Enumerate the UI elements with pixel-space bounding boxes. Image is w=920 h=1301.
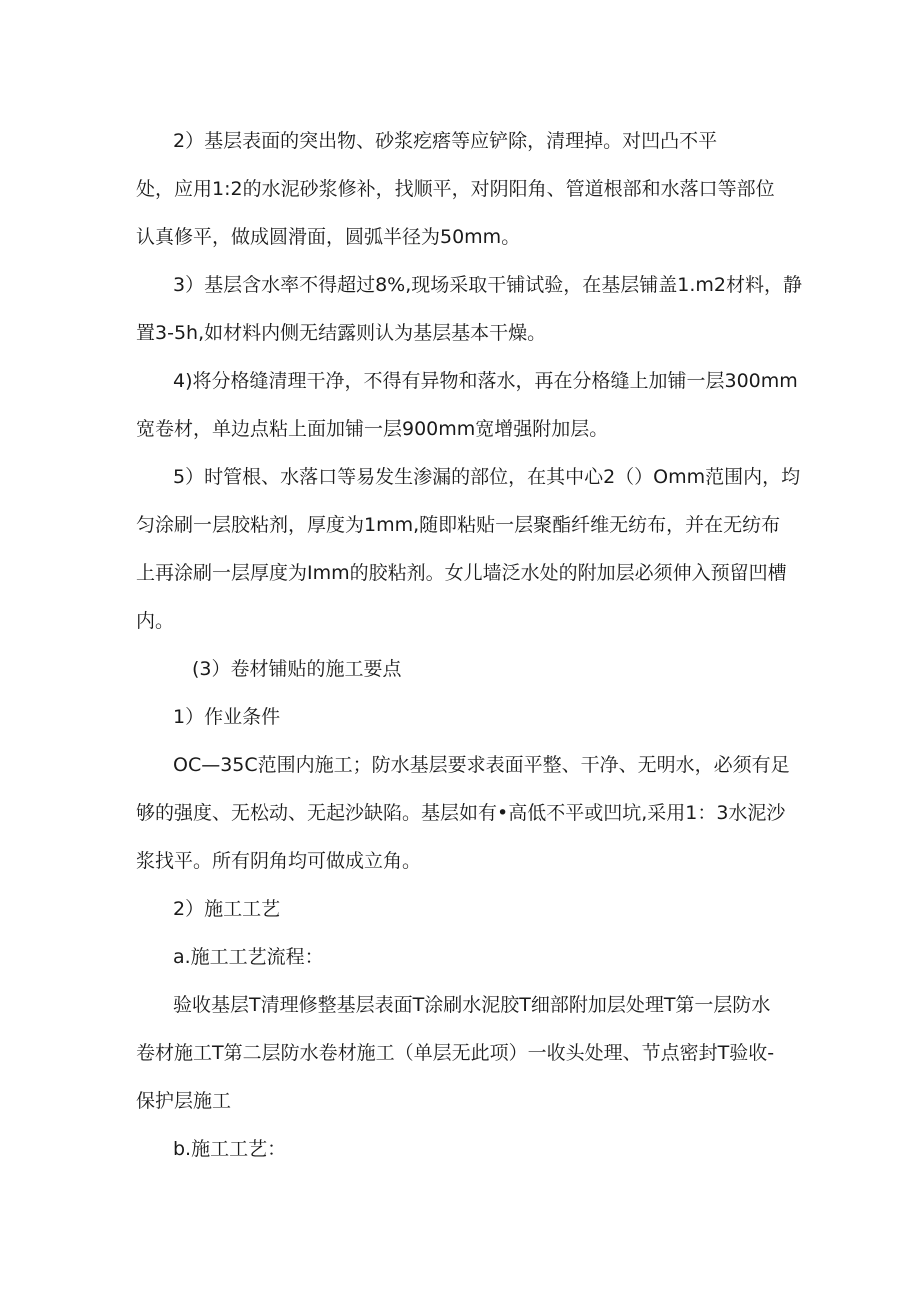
section-heading-membrane: [192, 645, 822, 693]
heading-text: a.施工工艺流程：: [173, 946, 324, 968]
text-line: 5）时管根、水落口等易发生渗漏的部位，在其中心2（）Omm范围内，均: [173, 466, 801, 488]
text-line: 浆找平。所有阴角均可做成立角。: [136, 850, 422, 872]
text-line: 2）基层表面的突出物、砂浆疙瘩等应铲除，清理掉。对凹凸不平: [173, 130, 718, 152]
heading-text: 1）作业条件: [173, 706, 281, 728]
paragraph-joints: [136, 357, 803, 453]
text-line: OC—35C范围内施工；防水基层要求表面平整、干净、无明水，必须有足: [173, 754, 790, 776]
text-line: 认真修平，做成圆滑面，圆弧半径为50mm。: [136, 226, 521, 248]
subheading-process-detail: [173, 1125, 803, 1173]
text-line: 验收基层T清理修整基层表面T涂刷水泥胶T细部附加层处理T第一层防水: [173, 994, 771, 1016]
text-line: 置3-5h,如材料内侧无结露则认为基层基本干燥。: [136, 322, 547, 344]
subheading-process: [173, 885, 803, 933]
subheading-process-flow: [173, 933, 803, 981]
text-line: 够的强度、无松动、无起沙缺陷。基层如有•高低不平或凹坑,采用1：3水泥沙: [136, 802, 786, 824]
subheading-conditions: [173, 693, 803, 741]
paragraph-process-flow: [136, 981, 803, 1125]
text-line: 卷材施工T第二层防水卷材施工（单层无此项）一收头处理、节点密封T验收-: [136, 1042, 775, 1064]
text-line: 匀涂刷一层胶粘剂，厚度为1mm,随即粘贴一层聚酯纤维无纺布，并在无纺布: [136, 514, 781, 536]
heading-text: 2）施工工艺: [173, 898, 281, 920]
paragraph-base-surface: [136, 117, 803, 261]
text-line: 3）基层含水率不得超过8%,现场采取干铺试验，在基层铺盖1.m2材料，静: [173, 274, 802, 296]
text-line: 上再涂刷一层厚度为Imm的胶粘剂。女儿墙泛水处的附加层必须伸入预留凹槽: [136, 562, 787, 584]
text-line: 宽卷材，单边点粘上面加铺一层900mm宽增强附加层。: [136, 418, 609, 440]
paragraph-conditions: [136, 741, 803, 885]
text-line: 4)将分格缝清理干净，不得有异物和落水，再在分格缝上加铺一层300mm: [173, 370, 798, 392]
paragraph-moisture: [136, 261, 803, 357]
paragraph-pipe-roots: [136, 453, 803, 645]
heading-text: b.施工工艺：: [173, 1138, 287, 1160]
heading-text: (3）卷材铺贴的施工要点: [192, 658, 402, 680]
text-line: 内。: [136, 610, 175, 632]
text-line: 处，应用1:2的水泥砂浆修补，找顺平，对阴阳角、管道根部和水落口等部位: [136, 178, 775, 200]
text-line: 保护层施工: [136, 1090, 232, 1112]
